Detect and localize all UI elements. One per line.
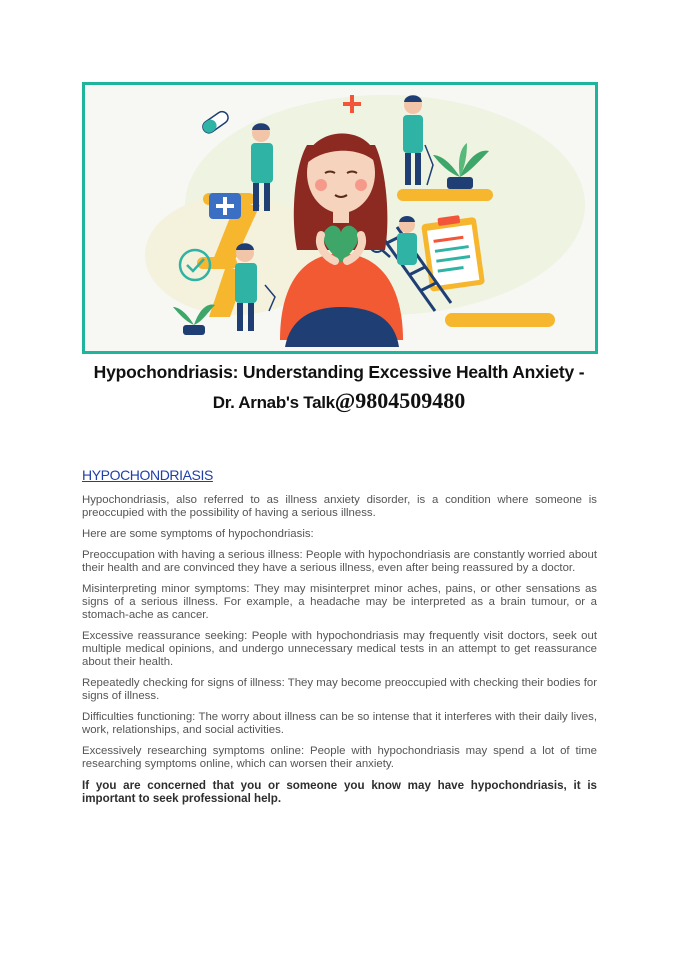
paragraph-closing: If you are concerned that you or someone you know may have hypochondriasis, it is important to seek professional help. — [82, 779, 597, 805]
paragraph-symptoms-lead: Here are some symptoms of hypochondriasis: — [82, 528, 314, 540]
paragraph-misinterpreting: Misinterpreting minor symptoms: They may misinterpret minor aches, pains, or other sensations as signs of a serious illness. For example, a headache may be interpreted as a brain tumour, or a stomach-ache as cancer. — [82, 583, 597, 621]
medical-cross-icon — [209, 193, 241, 219]
hero-illustration — [82, 82, 598, 354]
paragraph-researching: Excessively researching symptoms online: People with hypochondriasis may spend a lot of time researching symptoms online, which can worsen their anxiety. — [82, 745, 597, 770]
paragraph-intro: Hypochondriasis, also referred to as illness anxiety disorder, is a condition where someone is preoccupied with the possibility of having a serious illness. — [82, 494, 597, 519]
pill-icon — [201, 109, 231, 135]
upper-shelf — [397, 189, 493, 201]
paragraph-reassurance: Excessive reassurance seeking: People with hypochondriasis may frequently visit doctors, seek out multiple medical opinions, and undergo unnecessary medical tests in an attempt to get reassurance about their health. — [82, 630, 597, 668]
doctor-figure — [397, 216, 417, 265]
paragraph-checking: Repeatedly checking for signs of illness: They may become preoccupied with checking their bodies for signs of illness. — [82, 677, 597, 702]
hero-illustration-svg — [85, 85, 595, 351]
paragraph-functioning: Difficulties functioning: The worry about illness can be so intense that it interferes with their daily lives, work, relationships, and social activities. — [82, 711, 597, 736]
phone-number: @9804509480 — [334, 388, 466, 413]
article-heading[interactable]: HYPOCHONDRIASIS — [82, 467, 213, 483]
bottom-shelf — [445, 313, 555, 327]
plant-icon — [173, 305, 215, 335]
paragraph-preoccupation: Preoccupation with having a serious illness: People with hypochondriasis are constantly worried about their health and are convinced they have a serious illness, even after being reassured by a doctor. — [82, 549, 597, 574]
page-subtitle — [0, 388, 678, 414]
page-title: Hypochondriasis: Understanding Excessive Health Anxiety - — [93, 362, 585, 382]
author-name: Dr. Arnab's Talk — [212, 393, 335, 412]
article-body — [82, 467, 597, 813]
clipboard-icon — [421, 213, 485, 292]
